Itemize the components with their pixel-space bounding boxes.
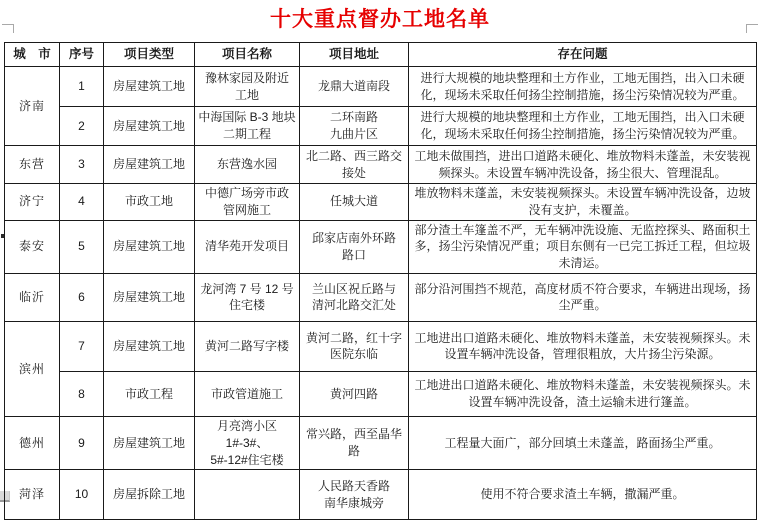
cell-city: 德州: [5, 416, 60, 469]
page-title: 十大重点督办工地名单: [270, 8, 490, 31]
header-name: 项目名称: [195, 43, 300, 67]
cell-problem: 堆放物料未蓬盖，未安装视频探头。未设置车辆冲洗设备，边坡没有支护，未覆盖。: [409, 184, 757, 221]
cell-type: 房屋建筑工地: [104, 67, 195, 107]
cell-address: 二环南路 九曲片区: [300, 107, 409, 146]
cell-type: 房屋建筑工地: [104, 321, 195, 371]
cell-no: 4: [60, 184, 104, 221]
cell-type: 房屋建筑工地: [104, 146, 195, 184]
cell-name: 黄河二路写字楼: [195, 321, 300, 371]
cell-no: 8: [60, 371, 104, 416]
cell-no: 3: [60, 146, 104, 184]
cell-address: 常兴路，西至晶华 路: [300, 416, 409, 469]
cell-type: 房屋建筑工地: [104, 107, 195, 146]
header-no: 序号: [60, 43, 104, 67]
table-row: [5, 146, 757, 184]
cell-type: 市政工地: [104, 184, 195, 221]
cell-name: [195, 470, 300, 520]
cell-no: 9: [60, 416, 104, 469]
cell-address: 任城大道: [300, 184, 409, 221]
table-row: [5, 220, 757, 273]
header-type: 项目类型: [104, 43, 195, 67]
header-city: 城 市: [5, 43, 60, 67]
cell-city: 临沂: [5, 273, 60, 321]
cell-type: 房屋建筑工地: [104, 416, 195, 469]
cell-type: 市政工程: [104, 371, 195, 416]
supervised-sites-table: [4, 42, 757, 520]
header-problem: 存在问题: [409, 43, 757, 67]
cell-no: 5: [60, 220, 104, 273]
cell-city: 菏泽: [5, 470, 60, 520]
cell-problem: 工地进出口道路未硬化、堆放物料未蓬盖，未安装视频探头。未设置车辆冲洗设备，渣土运输未进行篷盖。: [409, 371, 757, 416]
cell-name: 龙河湾 7 号 12 号 住宅楼: [195, 273, 300, 321]
table-row: [5, 416, 757, 469]
cell-type: 房屋拆除工地: [104, 470, 195, 520]
cell-name: 豫林家园及附近 工地: [195, 67, 300, 107]
cell-city: 济南: [5, 67, 60, 146]
cell-no: 2: [60, 107, 104, 146]
cell-problem: 使用不符合要求渣土车辆，撒漏严重。: [409, 470, 757, 520]
cell-name: 月亮湾小区 1#-3#、 5#-12#住宅楼: [195, 416, 300, 469]
table-row: [5, 470, 757, 520]
cell-no: 10: [60, 470, 104, 520]
cell-name: 东营逸水园: [195, 146, 300, 184]
cell-problem: 部分沿河围挡不规范，高度材质不符合要求，车辆进出现场，扬尘严重。: [409, 273, 757, 321]
cell-name: 中海国际 B-3 地块 二期工程: [195, 107, 300, 146]
cell-type: 房屋建筑工地: [104, 220, 195, 273]
cell-address: 邱家店南外环路 路口: [300, 220, 409, 273]
cell-city: 泰安: [5, 220, 60, 273]
table-row: [5, 273, 757, 321]
cell-city: 济宁: [5, 184, 60, 221]
cell-address: 黄河二路，红十字 医院东临: [300, 321, 409, 371]
cell-no: 7: [60, 321, 104, 371]
table-row: [5, 67, 757, 107]
header-address: 项目地址: [300, 43, 409, 67]
table-row: [5, 184, 757, 221]
cell-address: 龙鼎大道南段: [300, 67, 409, 107]
cell-address: 北二路、西三路交接处: [300, 146, 409, 184]
cell-address: 兰山区祝丘路与 清河北路交汇处: [300, 273, 409, 321]
table-header-row: [5, 43, 757, 67]
cell-problem: 进行大规模的地块整理和土方作业，工地无围挡，出入口未硬化，现场未采取任何扬尘控制措施，扬尘污染情况较为严重。: [409, 67, 757, 107]
table-row: [5, 321, 757, 371]
cell-city: 东营: [5, 146, 60, 184]
cell-address: 黄河四路: [300, 371, 409, 416]
cell-city: 滨州: [5, 321, 60, 416]
cell-name: 市政管道施工: [195, 371, 300, 416]
cell-problem: 进行大规模的地块整理和土方作业，工地无围挡，出入口未硬化，现场未采取任何扬尘控制措施，扬尘污染情况较为严重。: [409, 107, 757, 146]
cell-problem: 工程量大面广，部分回填土未蓬盖，路面扬尘严重。: [409, 416, 757, 469]
cell-no: 6: [60, 273, 104, 321]
cell-name: 中德广场旁市政 管网施工: [195, 184, 300, 221]
cell-type: 房屋建筑工地: [104, 273, 195, 321]
cell-no: 1: [60, 67, 104, 107]
table-row: [5, 371, 757, 416]
cell-problem: 工地进出口道路未硬化、堆放物料未蓬盖，未安装视频探头。未设置车辆冲洗设备，管理很粗放，大片扬尘污染源。: [409, 321, 757, 371]
cell-address: 人民路天香路 南华康城旁: [300, 470, 409, 520]
cell-problem: 工地未做围挡，进出口道路未硬化、堆放物料未蓬盖，未安装视频探头。未设置车辆冲洗设备，扬尘很大、管理混乱。: [409, 146, 757, 184]
cell-name: 清华苑开发项目: [195, 220, 300, 273]
cell-problem: 部分渣土车篷盖不严，无车辆冲洗设施、无监控探头、路面积土多，扬尘污染情况严重；项目东侧有一已完工拆迁工程，但垃圾未清运。: [409, 220, 757, 273]
table-row: [5, 107, 757, 146]
